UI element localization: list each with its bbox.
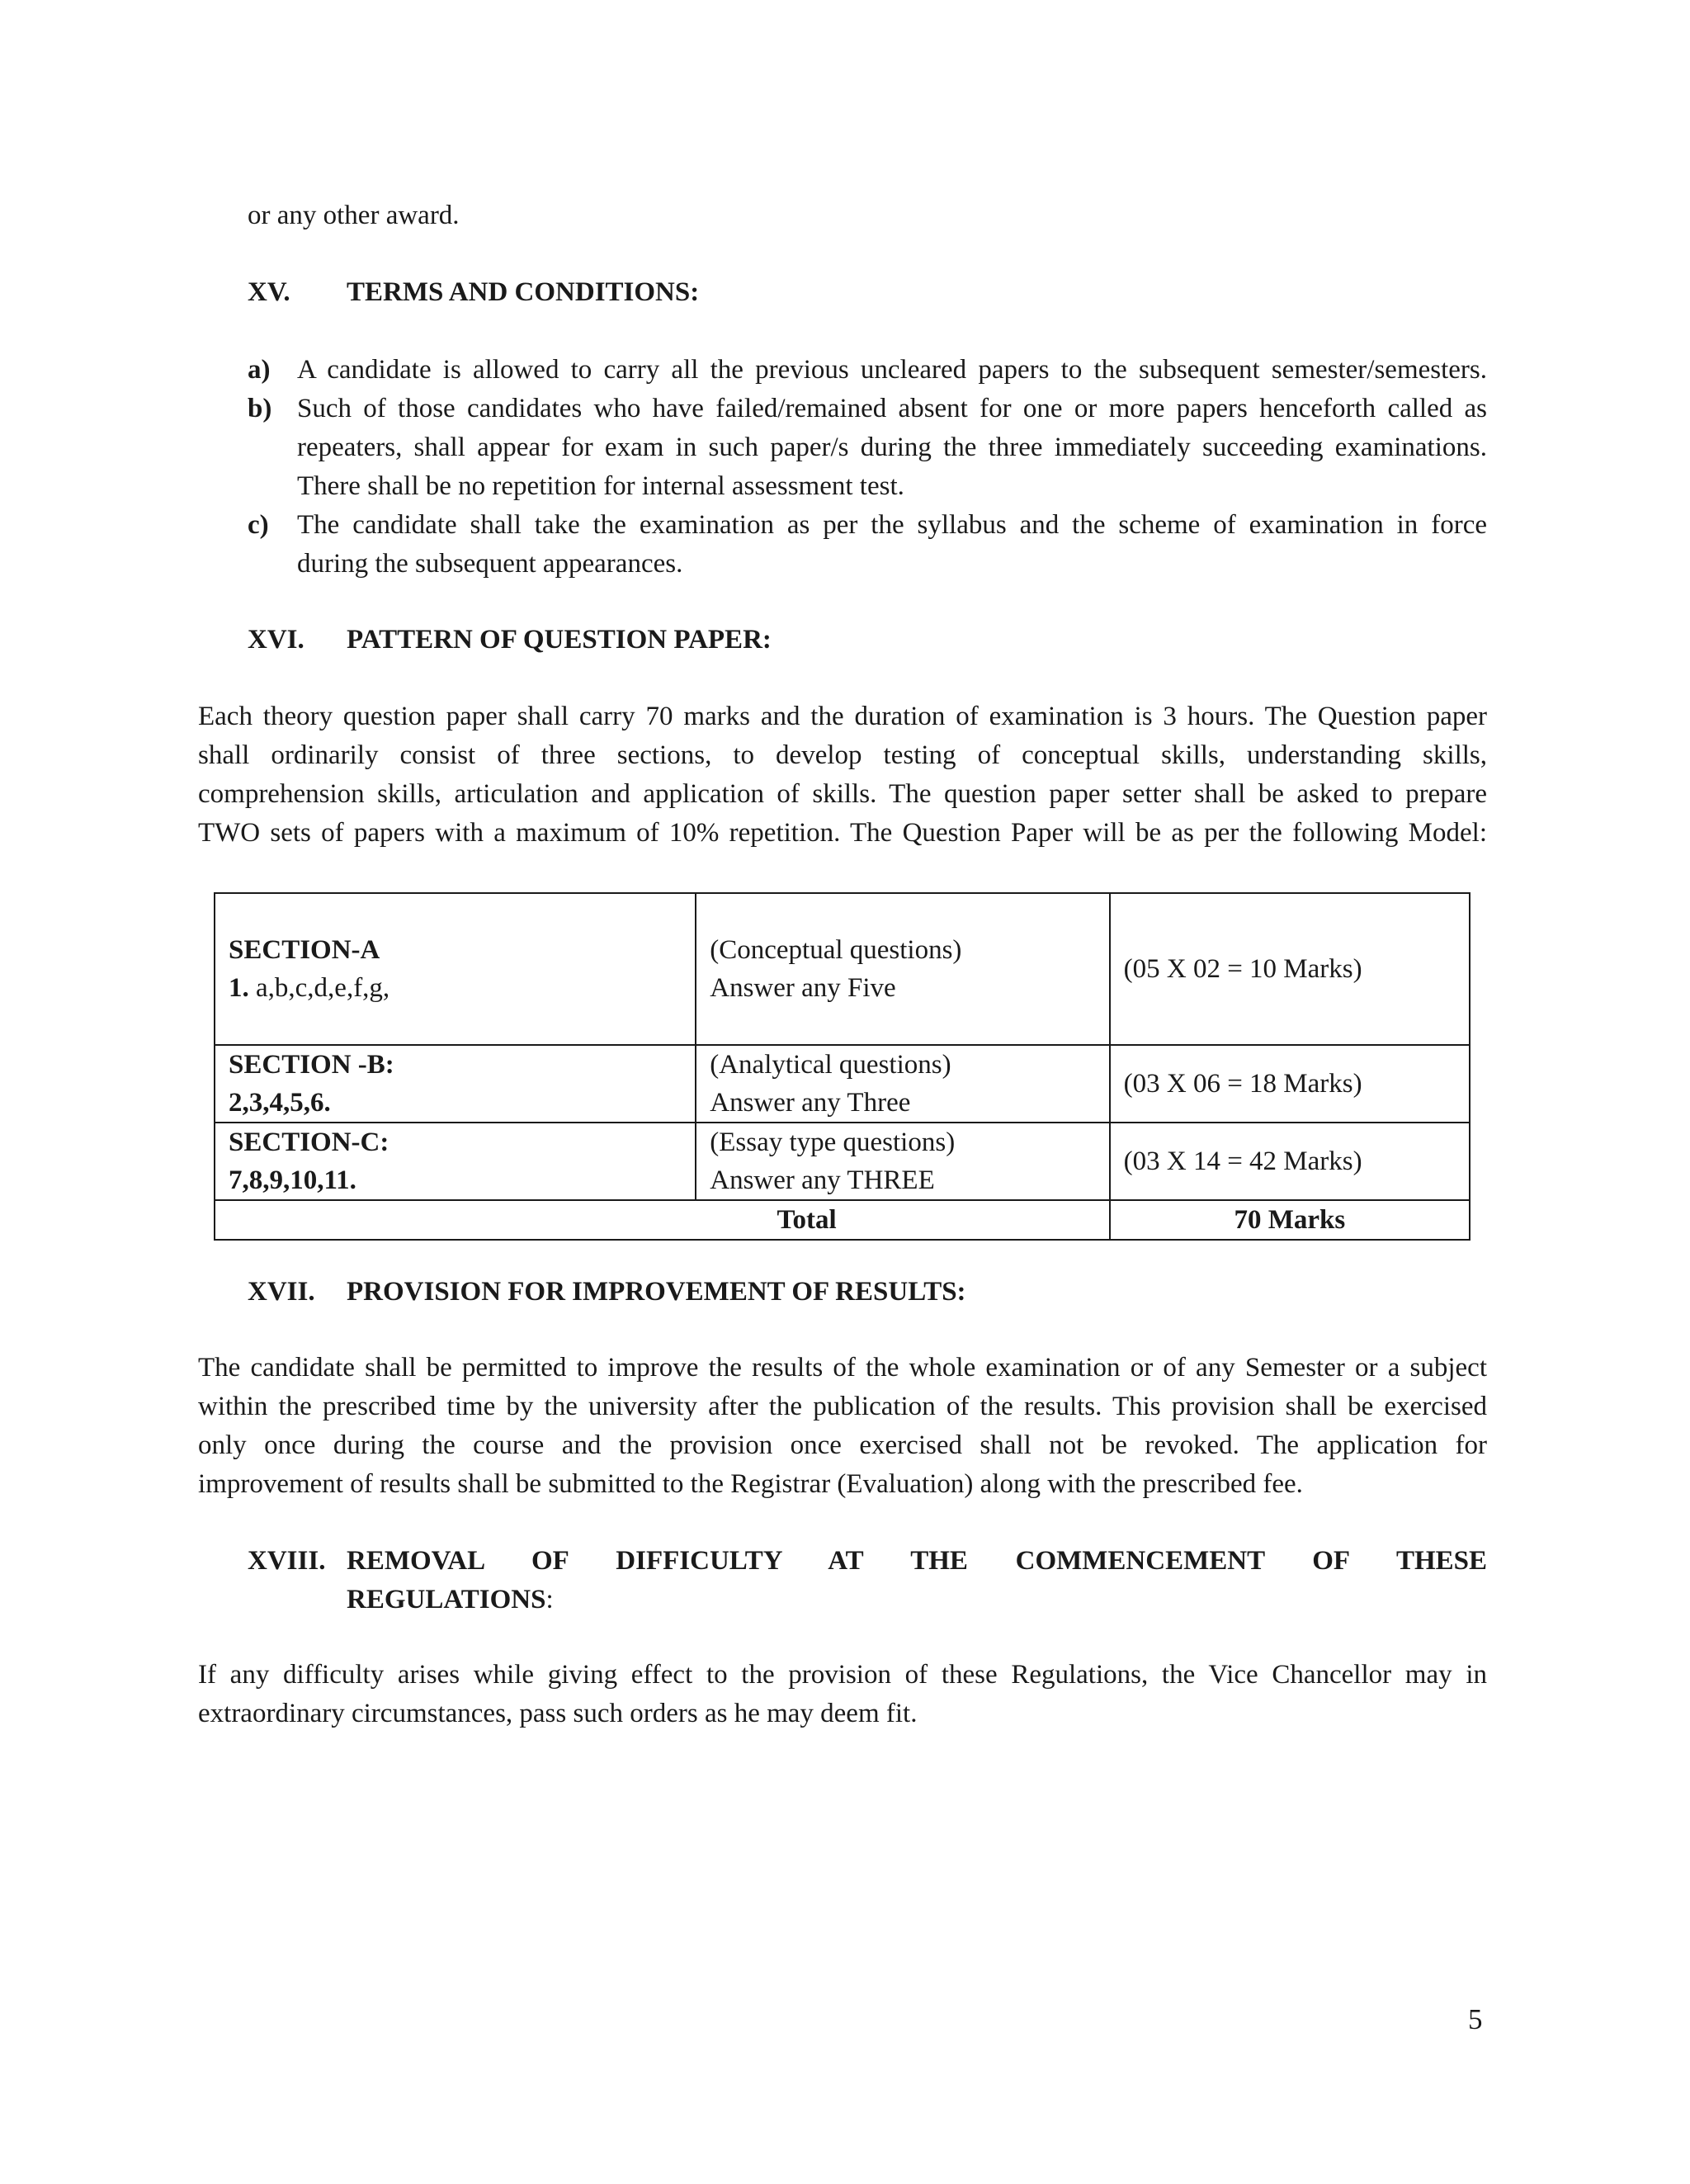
list-item-c — [248, 506, 1487, 584]
section-xvii-title: PROVISION FOR IMPROVEMENT OF RESULTS: — [347, 1277, 966, 1307]
paragraph-line: shall ordinarily consist of three sections, to develop testing of conceptual skills, understanding skills, — [198, 740, 1487, 770]
paragraph-line: improvement of results shall be submitted to the Registrar (Evaluation) along with the prescribed fee. — [198, 1469, 1303, 1499]
table-row — [215, 1123, 1470, 1200]
section-xviii-title-line2-wrap — [347, 1581, 1487, 1619]
section-xvii-paragraph — [198, 1349, 1487, 1504]
section-xvi-title: PATTERN OF QUESTION PAPER: — [347, 625, 772, 655]
question-paper-model-table — [214, 892, 1470, 1241]
section-xv-title: TERMS AND CONDITIONS: — [347, 277, 700, 307]
list-item-a — [248, 351, 1487, 390]
section-cell — [215, 893, 696, 1045]
question-type: (Analytical questions) — [710, 1050, 951, 1080]
paragraph-line: TWO sets of papers with a maximum of 10% repetition. The Question Paper will be as per the following Model: — [198, 818, 1487, 848]
paragraph-line: Each theory question paper shall carry 70 marks and the duration of examination is 3 hours. The Question paper — [198, 702, 1487, 731]
section-questions — [229, 969, 682, 1007]
list-line: There shall be no repetition for internal assessment test. — [297, 471, 904, 501]
paragraph-line: If any difficulty arises while giving effect to the provision of these Regulations, the Vice Chancellor may in — [198, 1660, 1487, 1690]
section-xv-numeral: XV. — [248, 277, 290, 307]
marks-cell: (03 X 06 = 18 Marks) — [1110, 1045, 1470, 1123]
question-type-cell — [696, 893, 1109, 1045]
question-type-cell — [696, 1045, 1109, 1123]
table-total-row — [215, 1200, 1470, 1240]
section-question-number: 1. — [229, 973, 249, 1003]
total-value: 70 Marks — [1110, 1200, 1470, 1240]
paragraph-line: comprehension skills, articulation and application of skills. The question paper setter shall be asked to prepare — [198, 779, 1487, 809]
total-label: Total — [215, 1200, 1110, 1240]
question-type: (Essay type questions) — [710, 1127, 956, 1157]
section-label: SECTION-A — [229, 935, 380, 965]
section-xvi-heading — [248, 621, 772, 659]
paragraph-line: within the prescribed time by the university after the publication of the results. This provision shall be exercised — [198, 1392, 1487, 1421]
marks-cell: (03 X 14 = 42 Marks) — [1110, 1123, 1470, 1200]
section-xviii-title-colon: : — [545, 1585, 554, 1614]
page-number: 5 — [1468, 2003, 1483, 2035]
section-question-number: 2,3,4,5,6. — [229, 1088, 331, 1118]
section-cell — [215, 1123, 696, 1200]
paragraph-line: The candidate shall be permitted to improve the results of the whole examination or of any Semester or a subject — [198, 1353, 1487, 1383]
list-line: Such of those candidates who have failed/remained absent for one or more papers henceforth called as — [297, 394, 1487, 423]
question-type-cell — [696, 1123, 1109, 1200]
list-line: A candidate is allowed to carry all the previous uncleared papers to the subsequent semester/semesters. — [297, 355, 1487, 385]
list-item-b — [248, 390, 1487, 506]
question-type: (Conceptual questions) — [710, 935, 962, 965]
section-xvi-paragraph — [198, 697, 1487, 853]
section-xv-heading — [248, 273, 699, 312]
section-question-list: a,b,c,d,e,f,g, — [248, 973, 390, 1003]
section-questions — [229, 1161, 682, 1199]
paragraph-line: extraordinary circumstances, pass such orders as he may deem fit. — [198, 1699, 918, 1728]
section-xvi-numeral: XVI. — [248, 625, 304, 655]
answer-instruction: Answer any THREE — [710, 1165, 935, 1195]
section-xviii-numeral: XVIII. — [248, 1546, 326, 1576]
section-xvii-heading — [248, 1273, 966, 1312]
list-letter: a) — [248, 355, 271, 385]
list-line: The candidate shall take the examination as per the syllabus and the scheme of examination in force — [297, 510, 1487, 540]
section-xviii-paragraph — [198, 1656, 1487, 1733]
section-xv-list — [248, 351, 1487, 584]
section-xvii-numeral: XVII. — [248, 1277, 315, 1307]
paragraph-line: only once during the course and the provision once exercised shall not be revoked. The application for — [198, 1430, 1487, 1460]
section-question-number: 7,8,9,10,11. — [229, 1165, 356, 1195]
section-xviii-heading — [248, 1542, 1487, 1619]
section-label: SECTION-C: — [229, 1127, 389, 1157]
answer-instruction: Answer any Three — [710, 1088, 911, 1118]
intro-line: or any other award. — [248, 201, 460, 230]
section-xviii-title-line2: REGULATIONS — [347, 1585, 546, 1614]
table-row — [215, 1045, 1470, 1123]
marks-cell: (05 X 02 = 10 Marks) — [1110, 893, 1470, 1045]
section-cell — [215, 1045, 696, 1123]
answer-instruction: Answer any Five — [710, 973, 896, 1003]
section-xviii-title-line1: REMOVAL OF DIFFICULTY AT THE COMMENCEMENT OF THESE — [347, 1546, 1487, 1576]
list-letter: b) — [248, 394, 272, 423]
section-label: SECTION -B: — [229, 1050, 394, 1080]
list-line: repeaters, shall appear for exam in such paper/s during the three immediately succeeding examinations. — [297, 433, 1487, 462]
list-letter: c) — [248, 510, 269, 540]
table-row — [215, 893, 1470, 1045]
list-line: during the subsequent appearances. — [297, 549, 683, 579]
section-questions — [229, 1084, 682, 1122]
